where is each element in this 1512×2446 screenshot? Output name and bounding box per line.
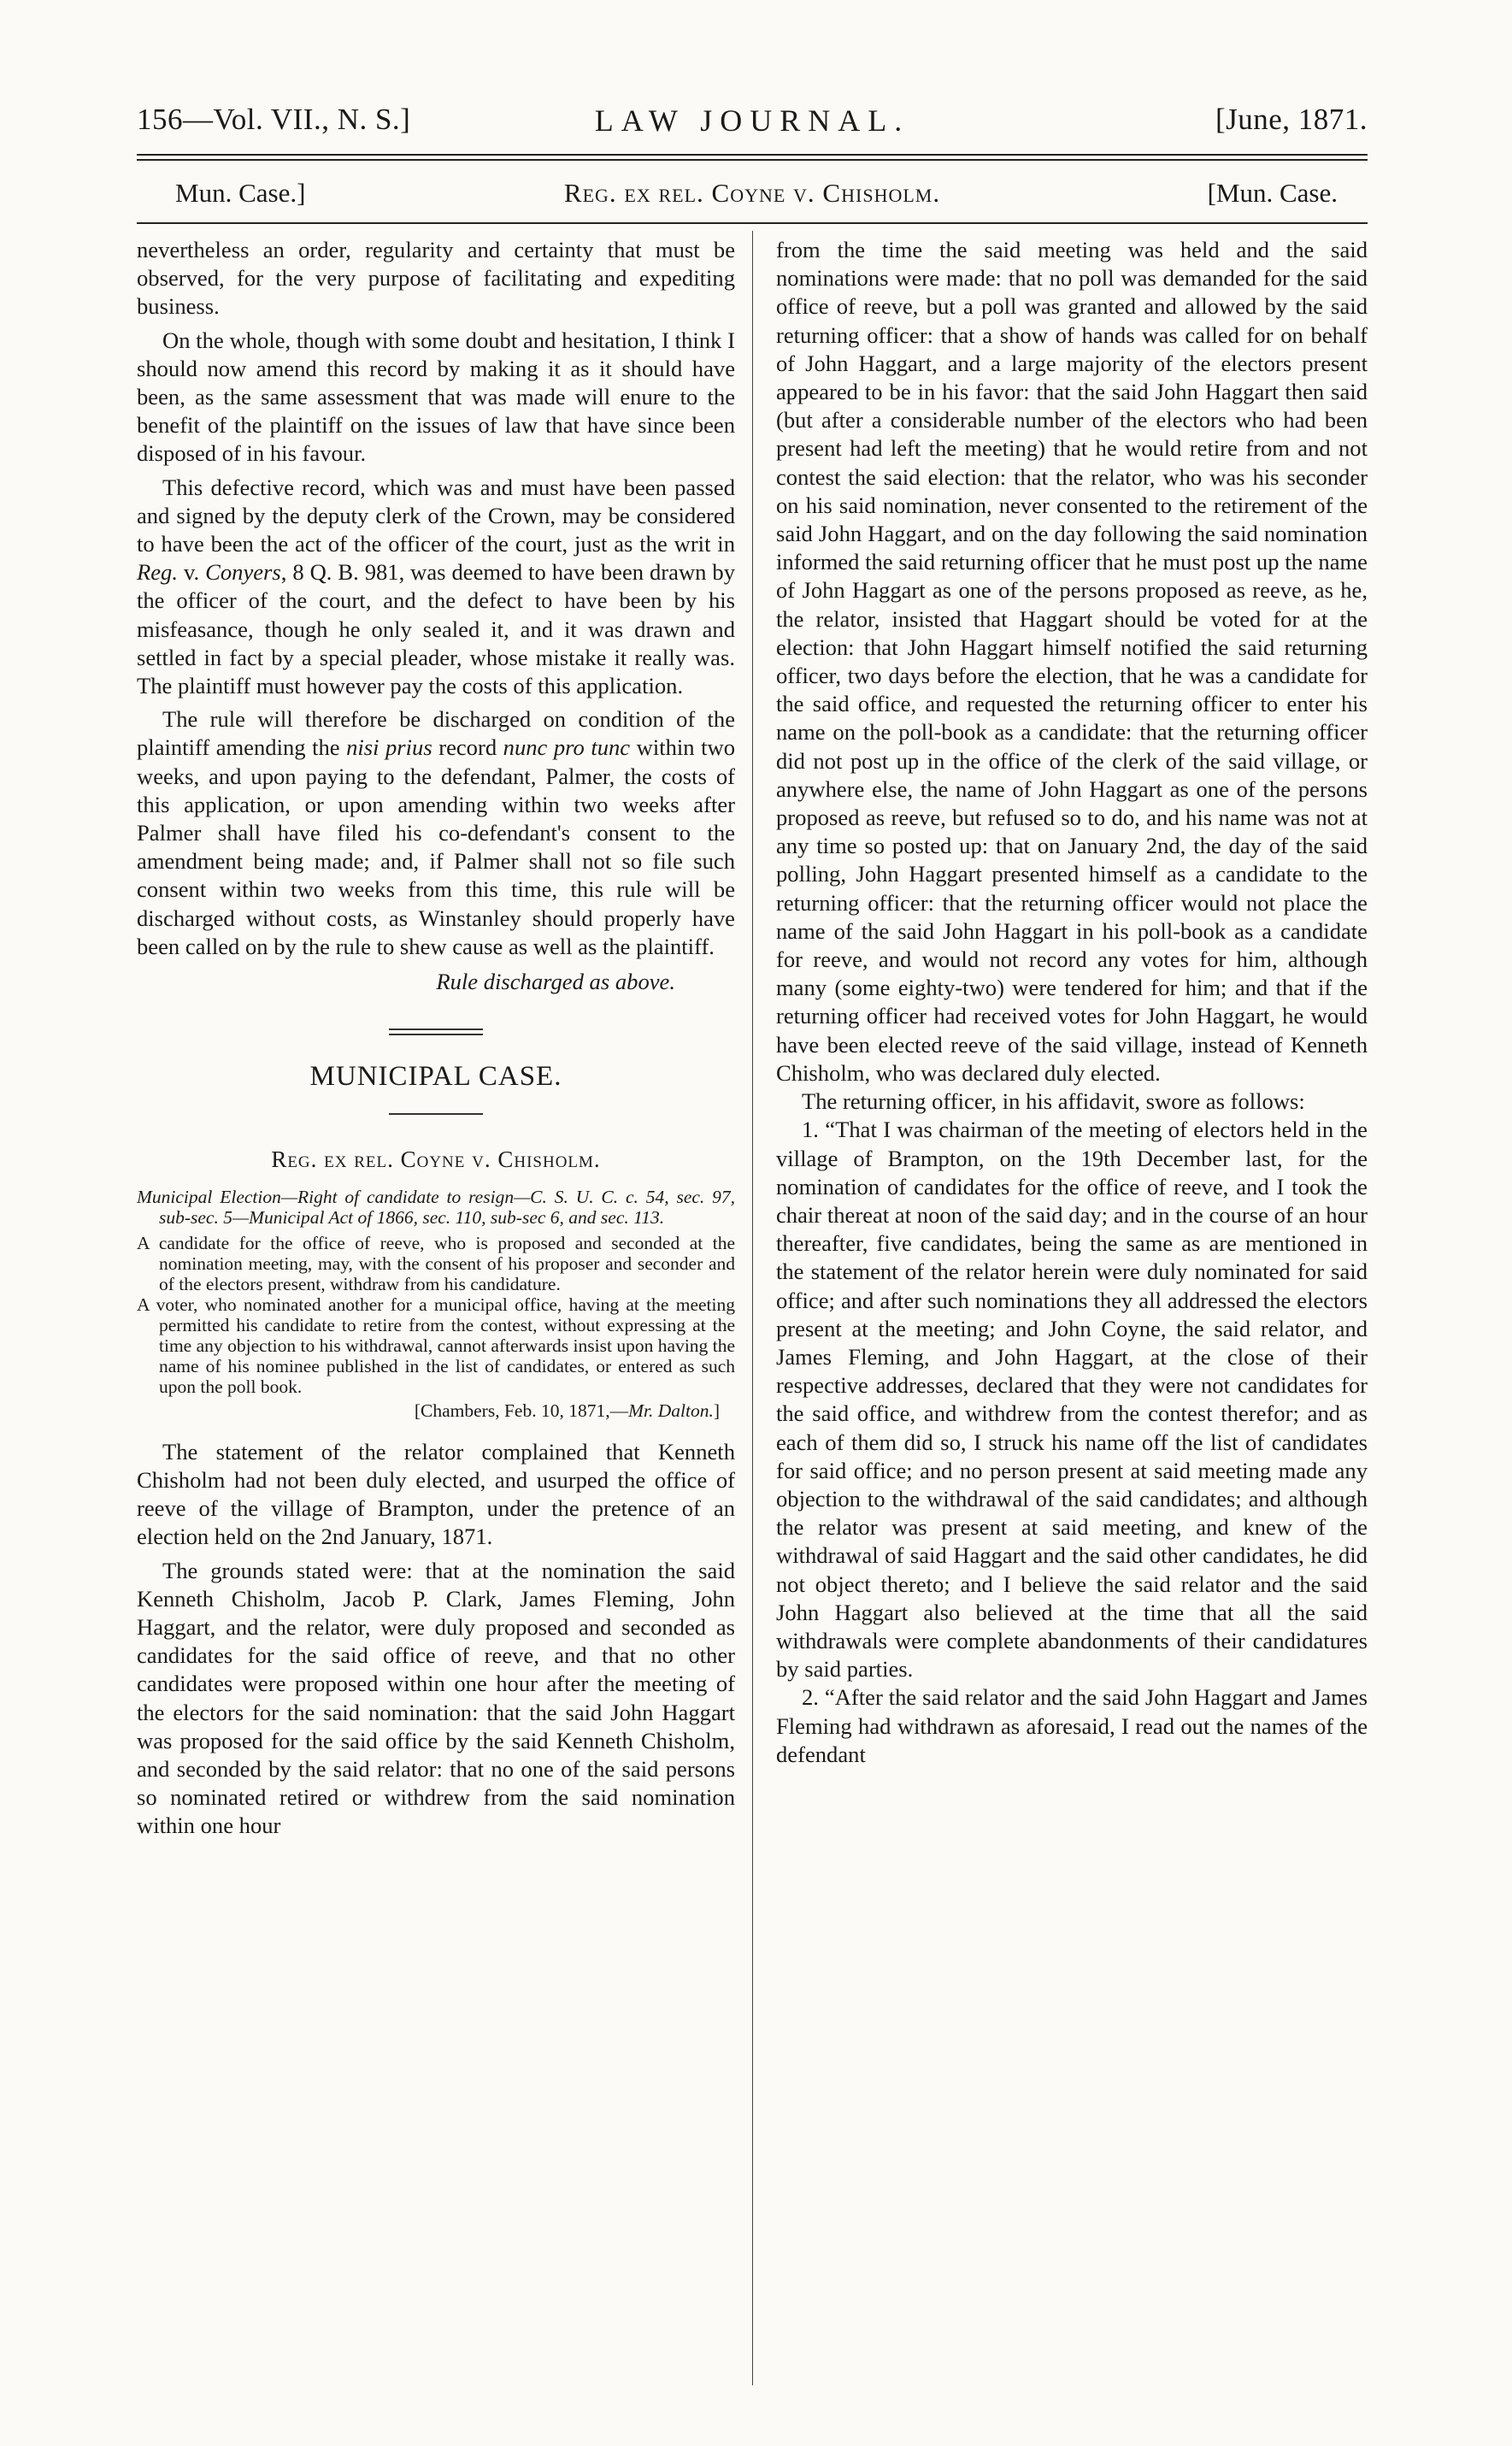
issue-date: [June, 1871. — [1215, 103, 1368, 136]
paragraph: The returning officer, in his affidavit, swore as follows: — [802, 1088, 1305, 1115]
case-title: Reg. ex rel. Coyne v. Chisholm. — [271, 1146, 601, 1173]
paragraph: The statement of the relator complained that Kenneth Chisholm had not been duly elected, and usurped the office of reeve of the village of Brampton, under the pretence of an election held on the 2nd January, 1871. — [137, 1438, 735, 1550]
text-run: [Chambers, Feb. 10, 1871,— — [414, 1400, 629, 1421]
catchwords: Municipal Election—Right of candidate to resign—C. S. U. C. c. 54, sec. 97, sub-sec. 5—Municipal Act of 1866, sec. 110, sub-sec 6, and sec. 113. — [137, 1186, 735, 1228]
case-type-right: [Mun. Case. — [1207, 178, 1338, 208]
journal-title: LAW JOURNAL. — [594, 103, 910, 138]
column-divider — [752, 231, 753, 2385]
headnote — [137, 1187, 735, 1421]
paragraph: 1. “That I was chairman of the meeting of electors held in the village of Brampton, on the 19th December last, for the nomination of candidates for the office of reeve, and I took the chair thereat at noon of the said day; and in the course of an hour thereafter, five candidates, being the same as are mentioned in the statement of the relator herein were duly nominated for said office; and after such nominations they all addressed the electors present at the meeting; and John Coyne, the said relator, and James Fleming, and John Haggart, at the close of their respective addresses, declared that they were not candidates for the said office, and withdrew from the contest therefor; and as each of them did so, I struck his name off the list of candidates for said office; and no person present at said meeting made any objection to the withdrawal of the said candidates; and although the relator was present at said meeting, and knew of the withdrawal of said Haggart and the said other candidates, he did not object thereto; and I believe the said relator and the said John Haggart also believed at the time that all the said withdrawals were complete abandonments of their candidatures by said parties. — [776, 1117, 1368, 1683]
latin-term: nisi prius — [346, 734, 432, 761]
text-run: record — [432, 734, 503, 761]
paragraph — [137, 705, 735, 961]
chambers-note — [137, 1400, 735, 1421]
section-separator — [389, 1028, 483, 1035]
judge-name: Mr. Dalton. — [628, 1400, 714, 1421]
left-column — [137, 236, 735, 1841]
paragraph: 2. “After the said relator and the said John Haggart and James Fleming had withdrawn as aforesaid, I read out the names of the defendant — [776, 1684, 1368, 1767]
case-name-header: Reg. ex rel. Coyne v. Chisholm. — [563, 178, 941, 208]
case-head — [137, 178, 1368, 215]
text-run: ] — [713, 1400, 720, 1421]
disposition: Rule discharged as above. — [436, 969, 675, 995]
headnote-item: A candidate for the office of reeve, who is proposed and seconded at the nomination meeting, may, with the consent of his proposer and seconder and of the electors present, withdraw from his candidature. — [137, 1232, 735, 1294]
paragraph: nevertheless an order, regularity and certainty that must be observed, for the very purpose of facilitating and expediting business. — [137, 237, 735, 320]
text-run: , 8 Q. B. 981, was deemed to have been drawn by the officer of the court, and the defect to have been by his misfeasance, though he only sealed it, and it was drawn and settled in fact by a special pleader, whose mistake it really was. The plaintiff must however pay the costs of this application. — [137, 559, 736, 699]
page-number-volume: 156—Vol. VII., N. S.] — [137, 103, 411, 136]
section-title: MUNICIPAL CASE. — [309, 1061, 562, 1093]
headnote-item: A voter, who nominated another for a municipal office, having at the meeting permitted his candidate to retire from the contest, without expressing at the time any objection to his withdrawal, cannot afterwards insist upon having the name of his nominee published in the list of candidates, or entered as such upon the poll book. — [137, 1294, 735, 1397]
case-citation: Conyers — [205, 559, 281, 586]
right-column — [776, 236, 1368, 1769]
latin-term: nunc pro tunc — [503, 734, 631, 761]
text-run: This defective record, which was and must have been passed and signed by the deputy clerk of the Crown, may be considered to have been the act of the officer of the court, just as the writ in — [137, 474, 735, 557]
case-head-rule — [137, 222, 1368, 224]
paragraph: The grounds stated were: that at the nomination the said Kenneth Chisholm, Jacob P. Clark, James Fleming, John Haggart, and the relator, were duly proposed and seconded as candidates for the said office of reeve, and that no other candidates were proposed within one hour after the meeting of the electors for the said nomination: that the said John Haggart was proposed for the said office by the said Kenneth Chisholm, and seconded by the said relator: that no one of the said persons so nominated retired or withdrew from the said nomination within one hour — [137, 1557, 735, 1839]
paragraph: On the whole, though with some doubt and hesitation, I think I should now amend this record by making it as it should have been, as the same assessment that was made will enure to the benefit of the plaintiff on the issues of law that have since been disposed of in his favour. — [137, 327, 735, 467]
case-citation: Reg. — [137, 559, 178, 586]
header-double-rule — [137, 154, 1368, 161]
paragraph: from the time the said meeting was held and the said nominations were made: that no poll was demanded for the said office of reeve, but a poll was granted and allowed by the said returning officer: that a show of hands was called for on behalf of John Haggart, and a large majority of the electors present appeared to be in his favor: that the said John Haggart then said (but after a considerable number of the electors who had been present had left the meeting) that he would retire from and not contest the said election: that the relator, who was his seconder on his said nomination, never consented to the retirement of the said John Haggart, and on the day following the said nomination informed the said returning officer that he must post up the name of John Haggart as one of the persons proposed as reeve, as he, the relator, insisted that Haggart should be voted for at the election: that John Haggart himself notified the said returning officer, two days before the election, that he was a candidate for the said office, and requested the returning officer to enter his name on the poll-book as a candidate: that the returning officer did not post up in the office of the clerk of the said village, or anywhere else, the name of John Haggart as one of the persons proposed as reeve, but refused so to do, and his name was not at any time so posted up: that on January 2nd, the day of the said polling, John Haggart presented himself as a candidate to the returning officer: that the returning officer would not place the name of the said John Haggart in his poll-book as a candidate for reeve, and would not record any votes for him, although many (some eighty-two) were tendered for him; and that if the returning officer had received votes for John Haggart, he would have been elected reeve of the said village, instead of Kenneth Chisholm, who was declared duly elected. — [776, 237, 1368, 1086]
section-separator-short — [389, 1113, 483, 1115]
text-run: v. — [178, 559, 206, 586]
text-run: The rule will therefore be discharged on condition of the plaintiff amending the — [137, 706, 735, 761]
running-head — [137, 103, 1368, 145]
text-run: within two weeks, and upon paying to the defendant, Palmer, the costs of this application, or upon amending within two weeks after Palmer shall have filed his co-defendant's consent to the amendment being made; and, if Palmer shall not so file such consent within two weeks from this time, this rule will be discharged without costs, as Winstanley should properly have been called on by the rule to shew cause as well as the plaintiff. — [137, 734, 735, 959]
paragraph — [137, 474, 735, 701]
case-type-left: Mun. Case.] — [175, 178, 306, 208]
